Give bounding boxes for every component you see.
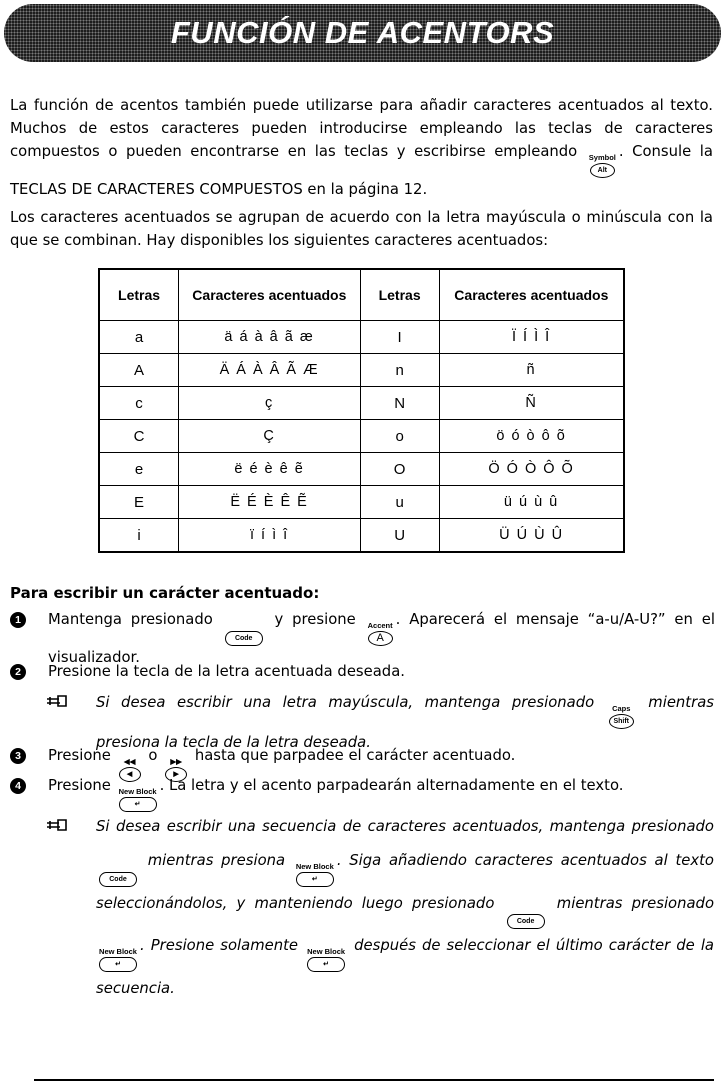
step-1-text-b: y presione xyxy=(274,611,356,628)
table-cell: Ö Ó Ò Ô Õ xyxy=(439,453,624,486)
table-cell: a xyxy=(99,321,179,354)
table-cell: Ü Ú Ù Û xyxy=(439,519,624,553)
header-caracteres-1: Caracteres acentuados xyxy=(179,269,360,321)
step-2-text: Presione la tecla de la letra acentuada deseada. xyxy=(48,663,405,680)
header-letras-2: Letras xyxy=(360,269,439,321)
table-cell: Ñ xyxy=(439,387,624,420)
intro-paragraph-2: Los caracteres acentuados se agrupan de acuerdo con la letra mayúscula o minúscula con la que se combinan. Hay disponibles los siguientes caracteres acentuados: xyxy=(10,209,713,249)
note-2 xyxy=(46,810,714,1006)
table-cell: N xyxy=(360,387,439,420)
table-cell: ç xyxy=(179,387,360,420)
accent-table xyxy=(98,268,625,553)
alt-symbol-key: Symbol Alt xyxy=(589,154,616,178)
new-block-enter-key: New Block ↵ xyxy=(307,948,345,972)
table-row xyxy=(99,486,624,519)
table-cell: o xyxy=(360,420,439,453)
instructions-heading: Para escribir un carácter acentuado: xyxy=(10,584,320,602)
page-title: FUNCIÓN DE ACENTORS xyxy=(170,15,555,50)
intro-paragraph-1 xyxy=(10,94,713,201)
new-block-enter-key: New Block ↵ xyxy=(119,788,157,812)
table-cell: I xyxy=(360,321,439,354)
table-cell: ü ú ù û xyxy=(439,486,624,519)
table-cell: ï í ì î xyxy=(179,519,360,553)
step-number-4: 4 xyxy=(10,778,26,794)
table-cell: ä á à â ã æ xyxy=(179,321,360,354)
intro-text-a: La función de acentos también puede utilizarse para añadir caracteres acentuados al texto. Muchos de estos caracteres pueden introducirse empleando las teclas de caracteres compuestos o pueden encontrarse en las teclas y escribirse empleando xyxy=(10,97,713,160)
table-row xyxy=(99,387,624,420)
new-block-enter-key: New Block ↵ xyxy=(296,863,334,887)
table-cell: C xyxy=(99,420,179,453)
table-cell: U xyxy=(360,519,439,553)
note-2-text-b: mientras presiona xyxy=(147,852,286,869)
table-row xyxy=(99,453,624,486)
table-row xyxy=(99,420,624,453)
table-cell: E xyxy=(99,486,179,519)
note-1-text-a: Si desea escribir una letra mayúscula, mantenga presionado xyxy=(96,694,595,711)
step-3-text-c: hasta que parpadee el carácter acentuado. xyxy=(194,747,516,764)
table-cell: A xyxy=(99,354,179,387)
intro-text-b: . Consule la TECLAS DE CARACTERES COMPUESTOS en la página 12. xyxy=(10,143,713,198)
shift-caps-key: Caps Shift xyxy=(609,705,634,729)
title-banner xyxy=(4,4,721,62)
note-2-text-c: . Siga añadiendo caracteres acentuados al texto seleccionándolos, y manteniendo luego presionado xyxy=(96,852,714,912)
table-cell: Ë É È Ê Ẽ xyxy=(179,486,360,519)
table-row xyxy=(99,354,624,387)
step-1-text-c: . Aparecerá el mensaje “a-u/A-U?” en el visualizador. xyxy=(48,611,715,666)
table-cell: Ç xyxy=(179,420,360,453)
table-header-row xyxy=(99,269,624,321)
step-3-text-a: Presione xyxy=(48,747,111,764)
table-cell: u xyxy=(360,486,439,519)
step-number-3: 3 xyxy=(10,748,26,764)
new-block-enter-key: New Block ↵ xyxy=(99,948,137,972)
step-number-1: 1 xyxy=(10,612,26,628)
accent-key: Accent A xyxy=(367,621,393,644)
table-cell: c xyxy=(99,387,179,420)
code-key: Code xyxy=(507,906,545,930)
pointing-hand-icon xyxy=(46,818,68,832)
table-row xyxy=(99,519,624,553)
table-cell: ë é è ê ẽ xyxy=(179,453,360,486)
note-1-text-b: mientras presiona la tecla de la letra deseada. xyxy=(96,694,714,751)
table-cell: n xyxy=(360,354,439,387)
table-cell: i xyxy=(99,519,179,553)
pointing-hand-icon xyxy=(46,694,68,708)
step-4-text-a: Presione xyxy=(48,777,111,794)
table-cell: ö ó ò ô õ xyxy=(439,420,624,453)
code-key: Code xyxy=(225,622,263,646)
note-2-text-d: mientras presionado xyxy=(556,894,714,912)
note-2-text-a: Si desea escribir una secuencia de caracteres acentuados, mantenga presionado xyxy=(96,818,714,835)
step-4-text-b: . La letra y el acento parpadearán alternadamente en el texto. xyxy=(159,777,624,794)
step-2 xyxy=(10,660,715,684)
footer-rule xyxy=(34,1079,714,1081)
table-cell: Ä Á À Â Ã Æ xyxy=(179,354,360,387)
step-3-text-b: o xyxy=(148,747,158,764)
step-1-text-a: Mantenga presionado xyxy=(48,611,213,628)
table-row xyxy=(99,321,624,354)
cursor-right-key: ▶▶ ▶ xyxy=(165,758,187,782)
note-2-text-f: después de seleccionar el último carácter de la secuencia. xyxy=(96,937,714,997)
code-key: Code xyxy=(99,863,137,887)
table-cell: e xyxy=(99,453,179,486)
table-cell: ñ xyxy=(439,354,624,387)
table-cell: O xyxy=(360,453,439,486)
step-4 xyxy=(10,774,715,812)
header-caracteres-2: Caracteres acentuados xyxy=(439,269,624,321)
note-2-text-e: . Presione solamente xyxy=(140,937,299,954)
step-number-2: 2 xyxy=(10,664,26,680)
cursor-left-key: ◀◀ ◀ xyxy=(119,758,141,782)
header-letras-1: Letras xyxy=(99,269,179,321)
table-cell: Ï Í Ì Î xyxy=(439,321,624,354)
